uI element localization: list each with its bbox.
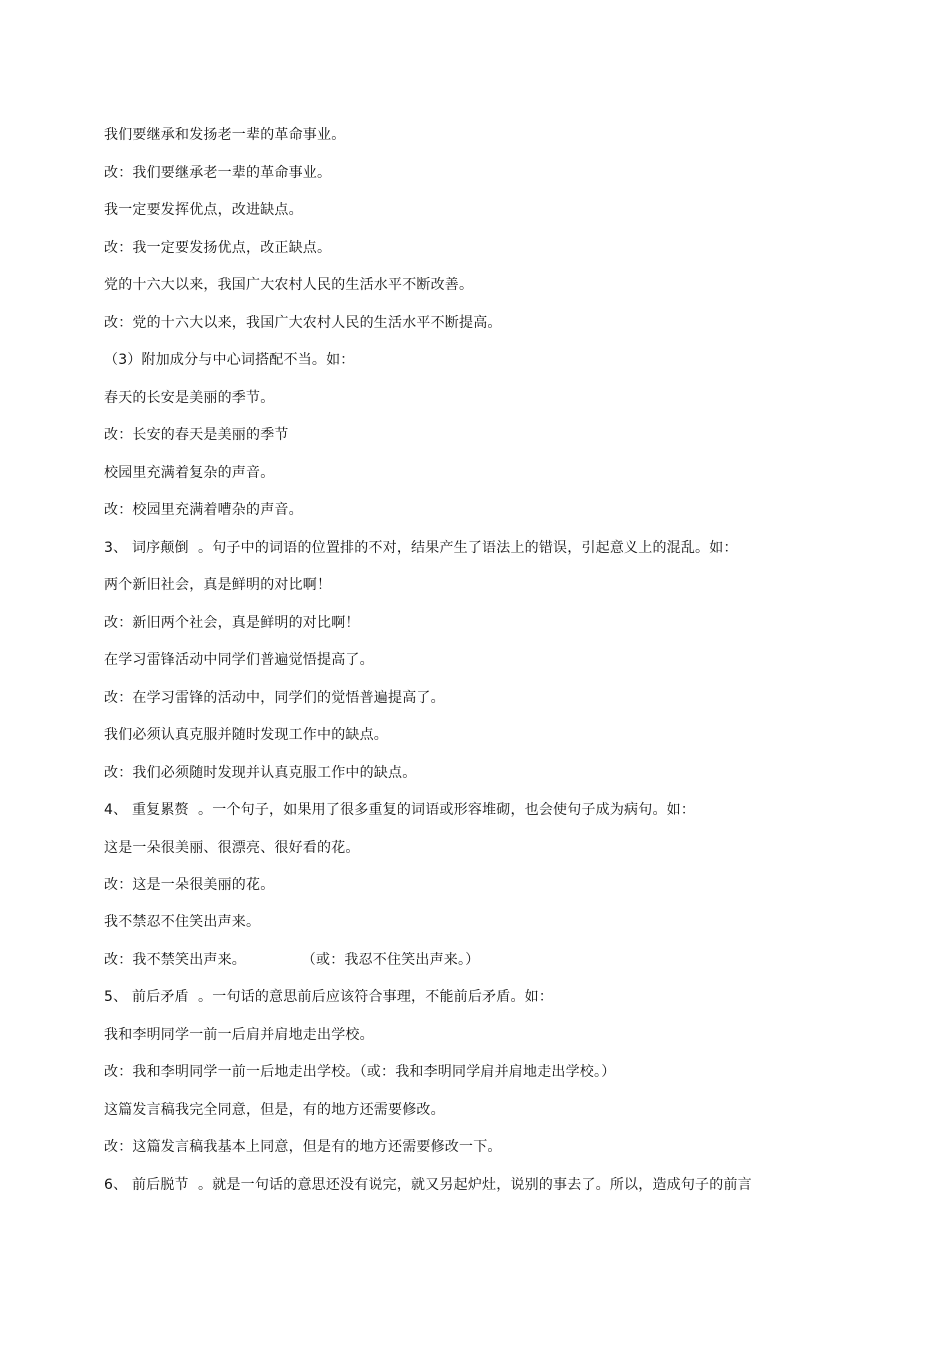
section-heading: 4、 重复累赘 。一个句子，如果用了很多重复的词语或形容堆砌，也会使句子成为病句。如： [104, 802, 696, 818]
text-line: 两个新旧社会，真是鲜明的对比啊！ [104, 577, 332, 593]
text-line: 我不禁忍不住笑出声来。 [104, 914, 261, 930]
text-line: 改：我们要继承老一辈的革命事业。 [104, 165, 332, 181]
text-line: 春天的长安是美丽的季节。 [104, 390, 275, 406]
text-line: 这是一朵很美丽、很漂亮、很好看的花。 [104, 840, 360, 856]
text-line: 这篇发言稿我完全同意，但是，有的地方还需要修改。 [104, 1102, 445, 1118]
text-line: 改：党的十六大以来，我国广大农村人民的生活水平不断提高。 [104, 315, 502, 331]
text-line: 党的十六大以来，我国广大农村人民的生活水平不断改善。 [104, 277, 474, 293]
text-line: 我们必须认真克服并随时发现工作中的缺点。 [104, 727, 388, 743]
text-line: 校园里充满着复杂的声音。 [104, 465, 275, 481]
text-line: 我一定要发挥优点，改进缺点。 [104, 202, 303, 218]
section-heading: 6、 前后脱节 。就是一句话的意思还没有说完，就又另起炉灶，说别的事去了。所以，造成句子的前言 [104, 1177, 752, 1193]
section-heading: （3）附加成分与中心词搭配不当。如： [104, 352, 355, 368]
text-line: 改：新旧两个社会，真是鲜明的对比啊！ [104, 615, 360, 631]
section-heading: 3、 词序颠倒 。句子中的词语的位置排的不对，结果产生了语法上的错误，引起意义上的混乱。如： [104, 540, 738, 556]
text-line: 改：这篇发言稿我基本上同意，但是有的地方还需要修改一下。 [104, 1139, 502, 1155]
text-line: 在学习雷锋活动中同学们普遍觉悟提高了。 [104, 652, 374, 668]
text-line: 改：长安的春天是美丽的季节 [104, 427, 289, 443]
text-line: 我和李明同学一前一后肩并肩地走出学校。 [104, 1027, 374, 1043]
text-line: 改：校园里充满着嘈杂的声音。 [104, 502, 303, 518]
text-line: 改：我们必须随时发现并认真克服工作中的缺点。 [104, 765, 417, 781]
section-heading: 5、 前后矛盾 。一句话的意思前后应该符合事理，不能前后矛盾。如： [104, 989, 554, 1005]
text-line: 我们要继承和发扬老一辈的革命事业。 [104, 127, 346, 143]
text-line: 改：我一定要发扬优点，改正缺点。 [104, 240, 332, 256]
text-line: 改：我和李明同学一前一后地走出学校。（或：我和李明同学肩并肩地走出学校。） [104, 1064, 616, 1080]
text-line: 改：在学习雷锋的活动中，同学们的觉悟普遍提高了。 [104, 690, 445, 706]
text-line: 改：我不禁笑出声来。 （或：我忍不住笑出声来。） [104, 952, 480, 968]
text-line: 改：这是一朵很美丽的花。 [104, 877, 275, 893]
